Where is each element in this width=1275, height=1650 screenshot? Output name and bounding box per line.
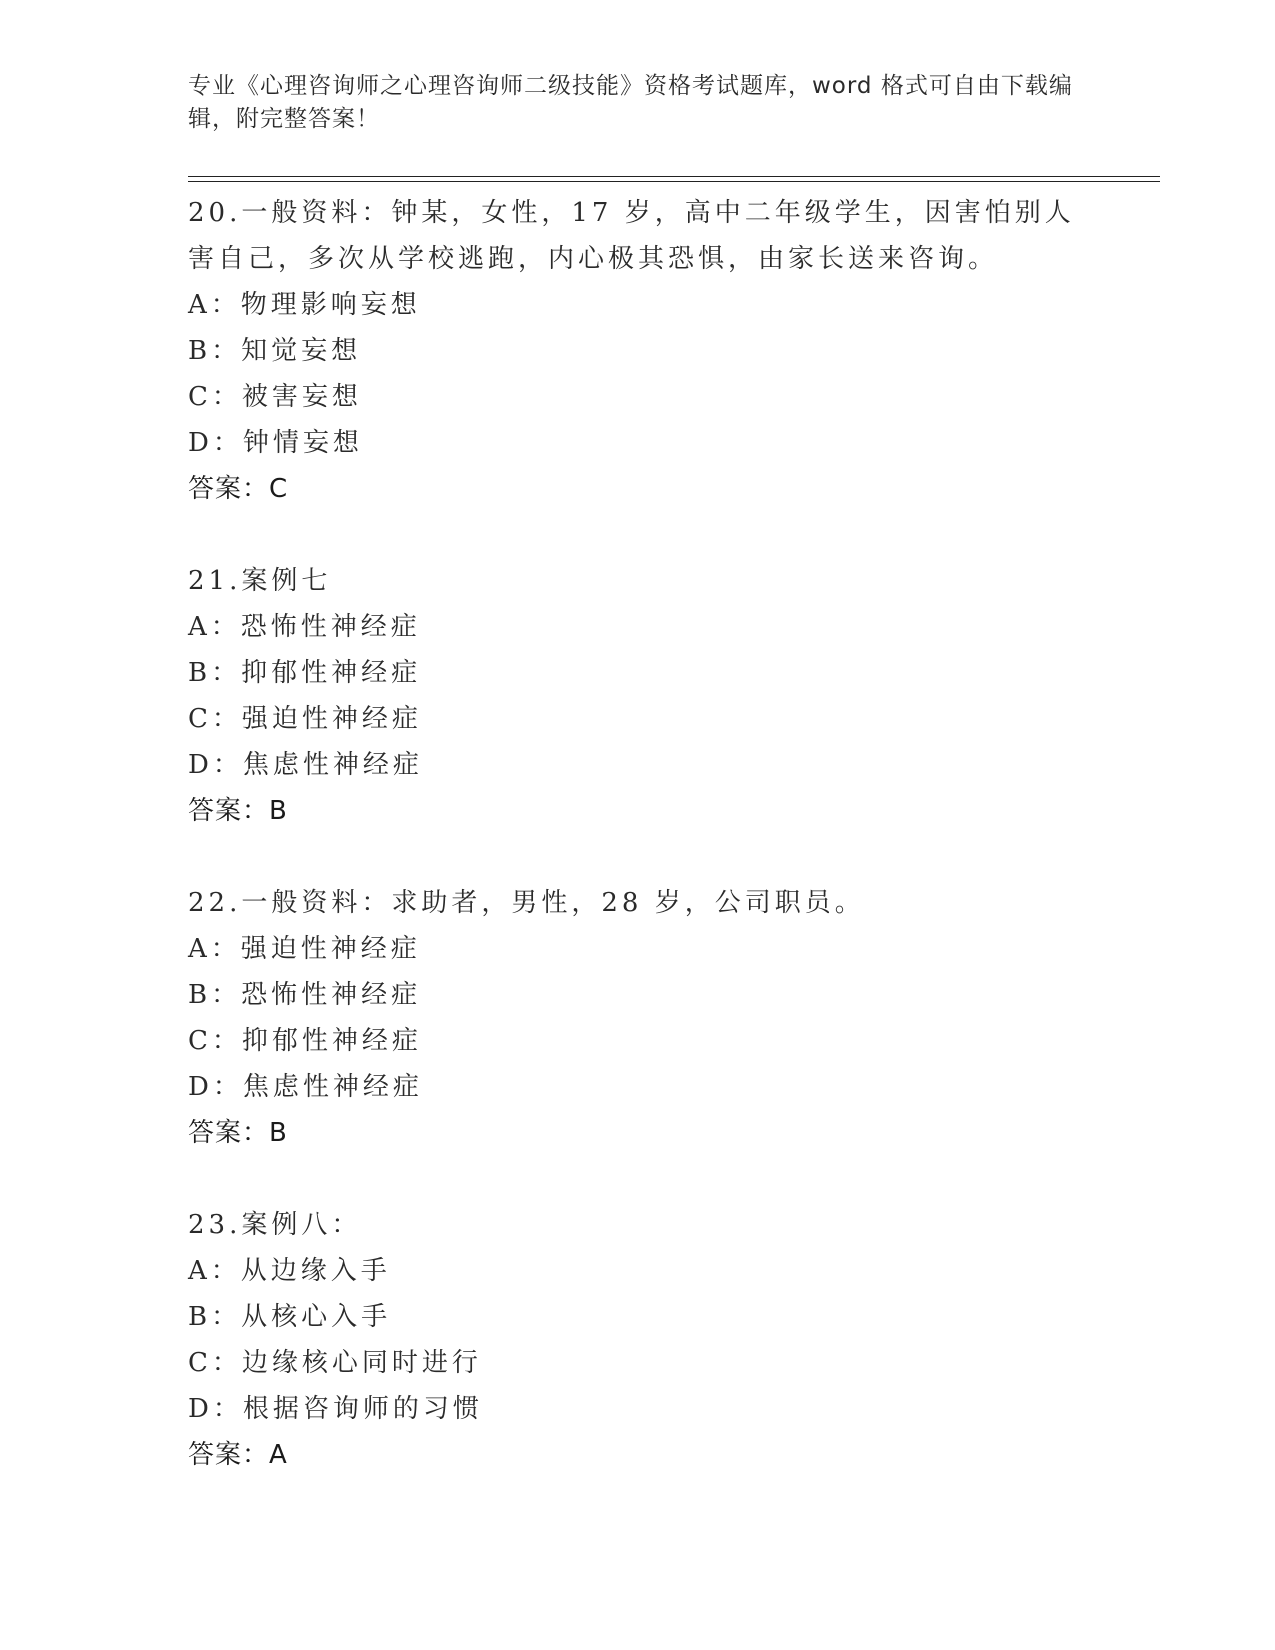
answer-line: 答案：A	[188, 1440, 288, 1470]
question-item	[188, 558, 1088, 834]
header-divider-top	[188, 176, 1160, 177]
question-item	[188, 1202, 1088, 1478]
question-stem: 21.案例七	[188, 566, 332, 596]
header-divider-bottom	[188, 181, 1160, 182]
question-stem: 23.案例八：	[188, 1210, 362, 1240]
option-d: D：焦虑性神经症	[188, 1072, 423, 1102]
option-d: D：焦虑性神经症	[188, 750, 423, 780]
answer-line: 答案：C	[188, 474, 289, 504]
question-spacer	[188, 834, 1088, 880]
answer-line: 答案：B	[188, 1118, 288, 1148]
option-b: B：恐怖性神经症	[188, 980, 422, 1010]
option-a: A：物理影响妄想	[188, 290, 421, 320]
option-a: A：强迫性神经症	[188, 934, 421, 964]
option-d: D：根据咨询师的习惯	[188, 1394, 483, 1424]
question-item	[188, 190, 1088, 512]
question-spacer	[188, 512, 1088, 558]
option-b: B：知觉妄想	[188, 336, 362, 366]
document-header: 专业《心理咨询师之心理咨询师二级技能》资格考试题库，word 格式可自由下载编辑，附完整答案！	[188, 73, 1073, 132]
option-a: A：从边缘入手	[188, 1256, 391, 1286]
option-b: B：从核心入手	[188, 1302, 392, 1332]
option-c: C：边缘核心同时进行	[188, 1348, 482, 1378]
question-list	[188, 190, 1088, 1478]
question-stem: 22.一般资料：求助者，男性，28 岁，公司职员。	[188, 888, 865, 918]
option-c: C：被害妄想	[188, 382, 362, 412]
option-b: B：抑郁性神经症	[188, 658, 422, 688]
question-item	[188, 880, 1088, 1156]
question-spacer	[188, 1156, 1088, 1202]
option-c: C：抑郁性神经症	[188, 1026, 422, 1056]
question-stem: 20.一般资料：钟某，女性，17 岁，高中二年级学生，因害怕别人害自己，多次从学校逃跑，内心极其恐惧，由家长送来咨询。	[188, 198, 1075, 274]
answer-line: 答案：B	[188, 796, 288, 826]
option-c: C：强迫性神经症	[188, 704, 422, 734]
option-a: A：恐怖性神经症	[188, 612, 421, 642]
option-d: D：钟情妄想	[188, 428, 363, 458]
